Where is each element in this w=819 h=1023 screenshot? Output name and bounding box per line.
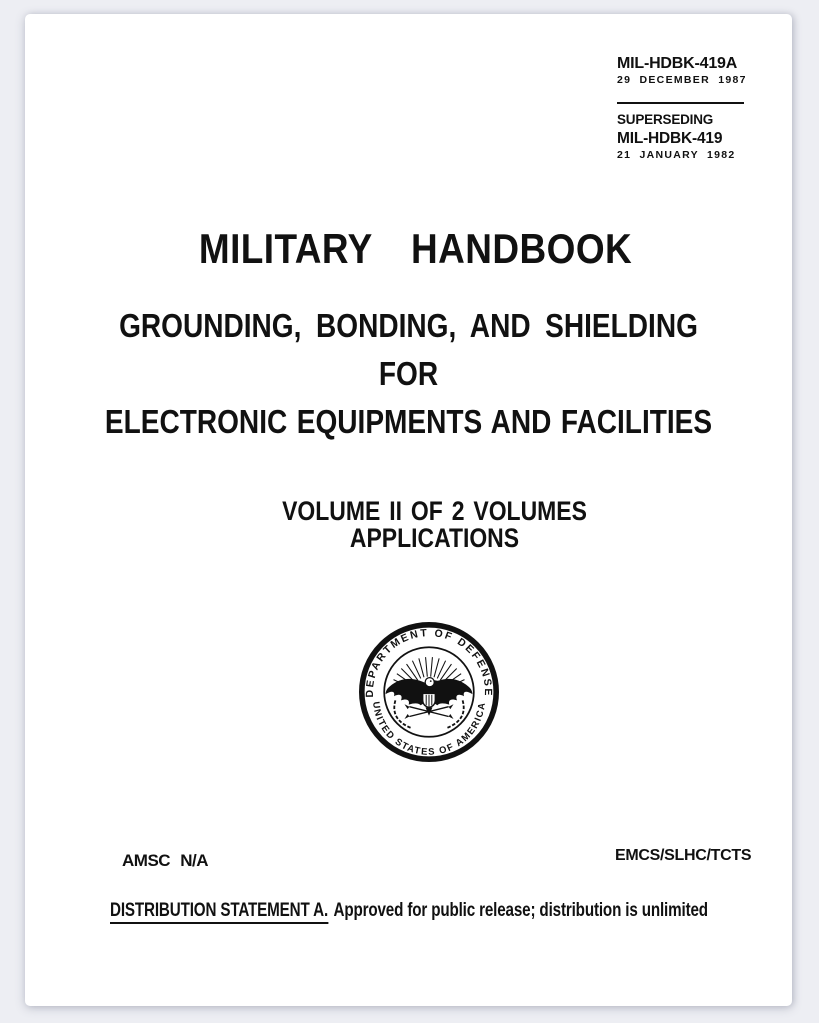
superseding-divider <box>617 102 744 104</box>
distribution-statement-label: DISTRIBUTION STATEMENT A. <box>110 899 328 924</box>
department-of-defense-seal <box>359 622 499 762</box>
document-number: MIL-HDBK-419A <box>617 55 738 72</box>
shield-icon <box>423 691 436 708</box>
seal-bottom-text: UNITED STATES OF AMERICA <box>369 700 489 758</box>
seal-top-text: DEPARTMENT OF DEFENSE <box>363 626 495 698</box>
document-date: 29 DECEMBER 1987 <box>617 74 747 86</box>
eagle-eye-icon <box>430 680 432 682</box>
superseded-document-number: MIL-HDBK-419 <box>617 130 723 147</box>
volume-line-1: VOLUME II OF 2 VOLUMES <box>282 496 587 526</box>
volume-line-2: APPLICATIONS <box>349 523 520 553</box>
preparing-activity-office-symbol: EMCS/SLHC/TCTS <box>615 847 752 864</box>
volume-block <box>77 498 792 552</box>
superseded-document-date: 21 JANUARY 1982 <box>617 149 736 161</box>
subtitle-line-1: GROUNDING, BONDING, AND SHIELDING <box>119 307 698 344</box>
subtitle-line-3: ELECTRONIC EQUIPMENTS AND FACILITIES <box>104 403 713 440</box>
distribution-statement <box>110 899 708 922</box>
subtitle-line-2: FOR <box>378 355 439 392</box>
document-page <box>25 14 792 1006</box>
superseding-label: SUPERSEDING <box>617 112 714 127</box>
distribution-statement-text: Approved for public release; distribution is unlimited <box>333 899 708 921</box>
eagle-head-icon <box>425 678 434 687</box>
document-id-block <box>617 54 767 163</box>
document-subtitle <box>25 302 792 446</box>
document-title: MILITARY HANDBOOK <box>198 225 633 272</box>
amsc-number: AMSC N/A <box>122 851 209 870</box>
